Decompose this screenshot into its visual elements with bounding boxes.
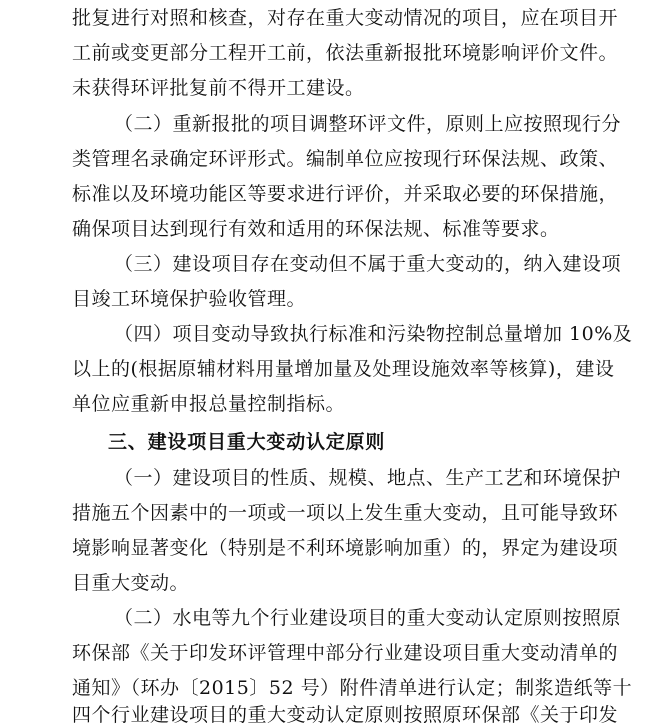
paragraph-4-line-2: 以上的(根据原辅材料用量增加量及处理设施效率等核算)，建设 (72, 358, 615, 380)
paragraph-6-line-2: 环保部《关于印发环评管理中部分行业建设项目重大变动清单的 (72, 642, 619, 664)
paragraph-2-line-1: （二）重新报批的项目调整环评文件，原则上应按照现行分 (114, 113, 622, 135)
paragraph-2-line-2: 类管理名录确定环评形式。编制单位应按现行环保法规、政策、 (72, 148, 619, 170)
paragraph-5-line-2: 措施五个因素中的一项或一项以上发生重大变动，且可能导致环 (72, 502, 619, 524)
section-heading: 三、建设项目重大变动认定原则 (108, 431, 386, 453)
paragraph-5-line-1: （一）建设项目的性质、规模、地点、生产工艺和环境保护 (114, 467, 622, 489)
paragraph-1-line-3: 未获得环评批复前不得开工建设。 (72, 77, 365, 99)
paragraph-2-line-3: 标准以及环境功能区等要求进行评价，并采取必要的环保措施， (72, 183, 619, 205)
paragraph-3-line-2: 目竣工环境保护验收管理。 (72, 288, 307, 310)
paragraph-3-line-1: （三）建设项目存在变动但不属于重大变动的，纳入建设项 (114, 253, 622, 275)
paragraph-5-line-4: 目重大变动。 (72, 572, 190, 594)
paragraph-4-line-1: （四）项目变动导致执行标准和污染物控制总量增加 10%及 (114, 323, 633, 345)
paragraph-1-line-1: 批复进行对照和核查，对存在重大变动情况的项目，应在项目开 (72, 7, 619, 29)
paragraph-1-line-2: 工前或变更部分工程开工前，依法重新报批环境影响评价文件。 (72, 42, 619, 64)
paragraph-4-line-3: 单位应重新申报总量控制指标。 (72, 393, 346, 415)
paragraph-6-line-4: 四个行业建设项目的重大变动认定原则按照原环保部《关于印发 (72, 704, 619, 726)
paragraph-2-line-4: 确保项目达到现行有效和适用的环保法规、标准等要求。 (72, 218, 560, 240)
paragraph-6-line-1: （二）水电等九个行业建设项目的重大变动认定原则按照原 (114, 607, 622, 629)
paragraph-5-line-3: 境影响显著变化（特别是不利环境影响加重）的，界定为建设项 (72, 537, 619, 559)
paragraph-6-line-3: 通知》（环办〔2015〕52 号）附件清单进行认定；制浆造纸等十 (72, 677, 633, 699)
